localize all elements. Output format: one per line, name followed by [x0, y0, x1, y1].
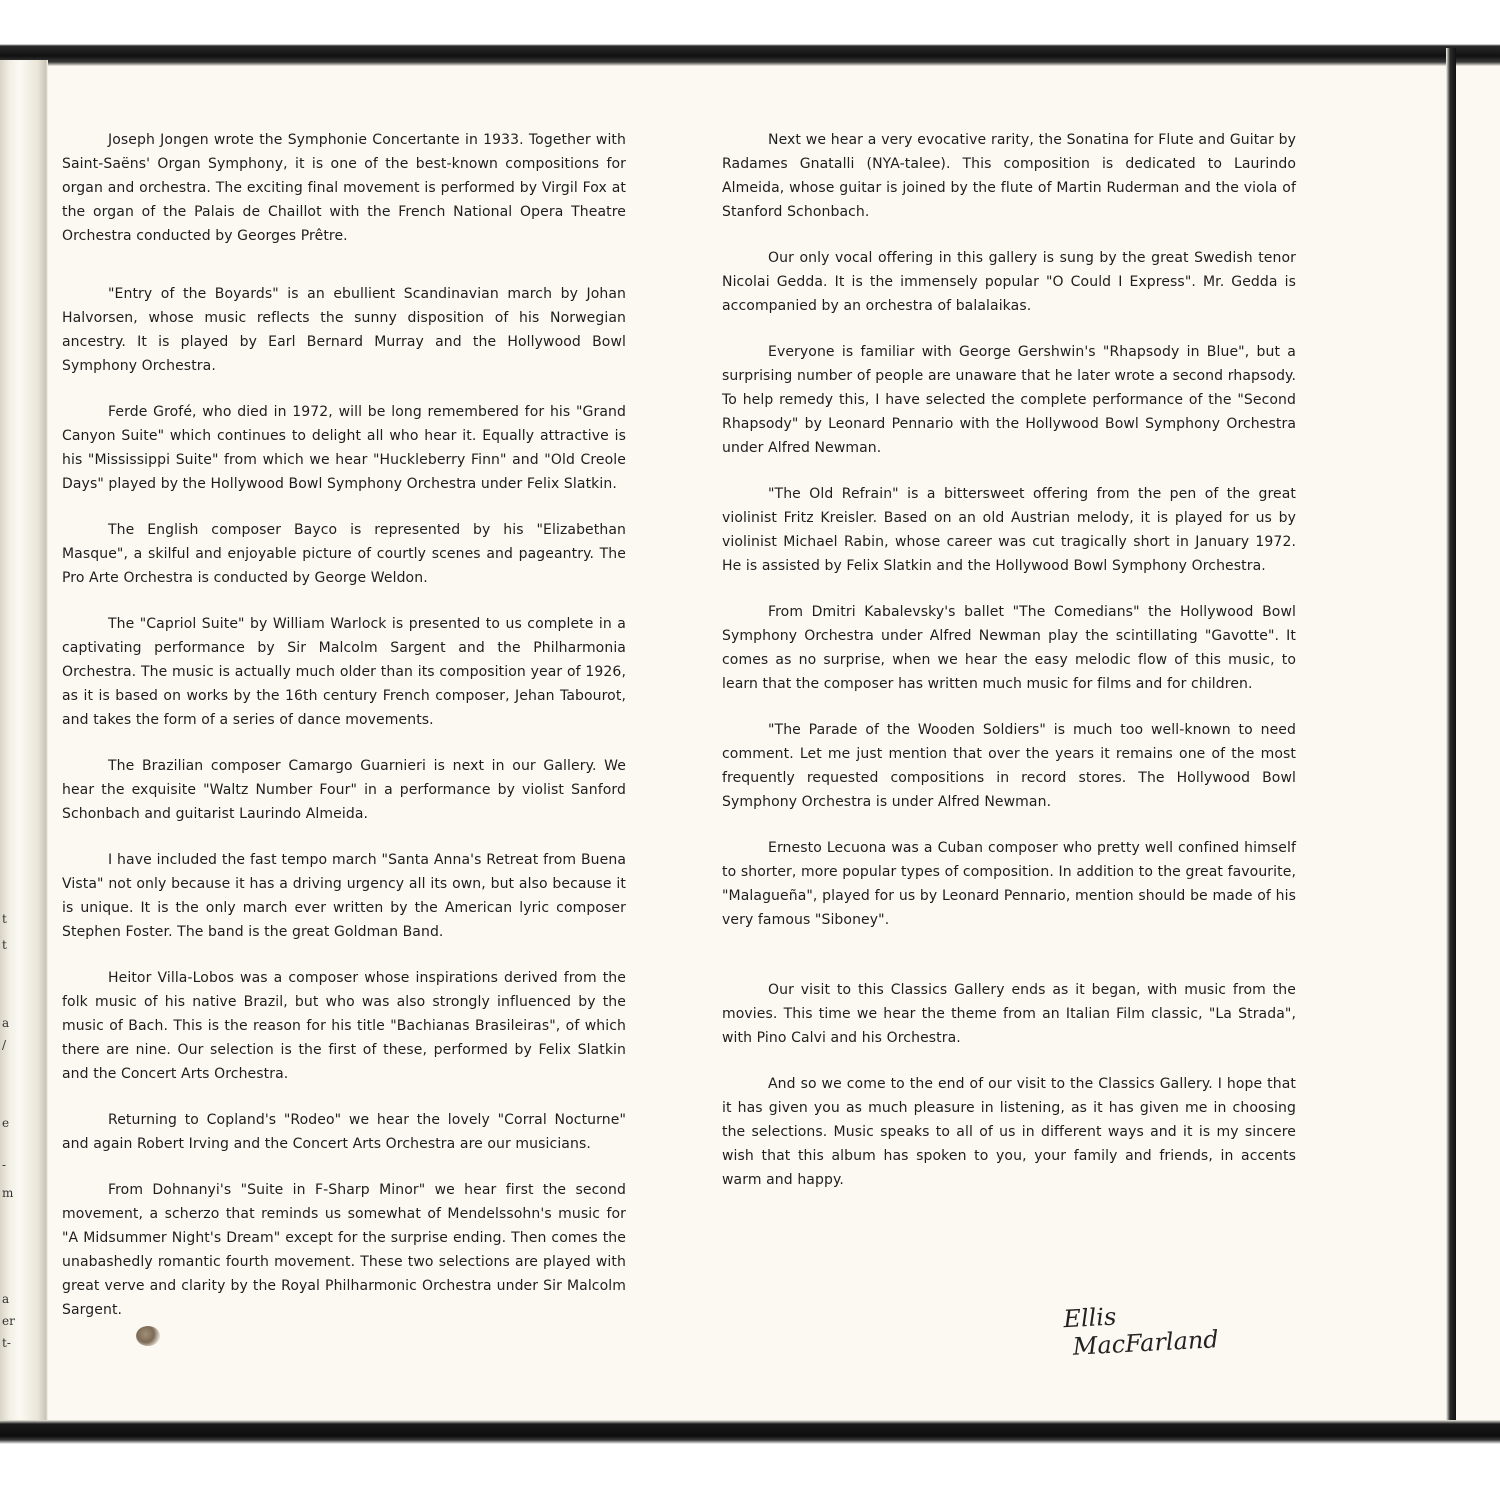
- paragraph-closing: And so we come to the end of our visit to the Classics Gallery. I hope that it has given you as much pleasure in listening, as it has given me in choosing the selections. Music speaks to all of us in different ways and it is my sincere wish that this album has spoken to you, your family and friends, in accents warm and happy.: [722, 1076, 1296, 1188]
- margin-fragment: t-: [2, 1336, 11, 1350]
- margin-fragment: -: [2, 1158, 7, 1172]
- paragraph-jongen: Joseph Jongen wrote the Symphonie Concertante in 1933. Together with Saint-Saëns' Organ Symphony, it is one of the best-known compositions for organ and orchestra. The exciting final movement is performed by Virgil Fox at the organ of the Palais de Chaillot with the French National Opera Theatre Orchestra conducted by Georges Prêtre.: [62, 132, 626, 244]
- bottom-border-edge: [0, 1420, 1500, 1500]
- paragraph-kreisler: "The Old Refrain" is a bittersweet offering from the pen of the great violinist Fritz Kreisler. Based on an old Austrian melody, it is played for us by violinist Michael Rabin, whose career was cut tragically short in January 1972. He is assisted by Felix Slatkin and the Hollywood Bowl Symphony Orchestra.: [722, 486, 1296, 574]
- margin-fragment: a: [2, 1016, 10, 1030]
- signature-first-name: Ellis: [1062, 1302, 1117, 1334]
- margin-fragment: m: [2, 1186, 14, 1200]
- right-border-edge: [1446, 48, 1456, 1428]
- paragraph-halvorsen: "Entry of the Boyards" is an ebullient Scandinavian march by Johan Halvorsen, whose music reflects the sunny disposition of his Norwegian ancestry. It is played by Earl Bernard Murray and the Hollywood Bowl Symphony Orchestra.: [62, 286, 626, 374]
- paragraph-gnatalli: Next we hear a very evocative rarity, the Sonatina for Flute and Guitar by Radames Gnatalli (NYA-talee). This composition is dedicated to Laurindo Almeida, whose guitar is joined by the flute of Martin Ruderman and the viola of Stanford Schonbach.: [722, 132, 1296, 220]
- paragraph-la-strada: Our visit to this Classics Gallery ends as it began, with music from the movies. This time we hear the theme from an Italian Film classic, "La Strada", with Pino Calvi and his Orchestra.: [722, 982, 1296, 1046]
- paragraph-gershwin: Everyone is familiar with George Gershwin's "Rhapsody in Blue", but a surprising number of people are unaware that he later wrote a second rhapsody. To help remedy this, I have selected the complete performance of the "Second Rhapsody" by Leonard Pennario with the Hollywood Bowl Symphony Orchestra under Alfred Newman.: [722, 344, 1296, 456]
- right-text-column: [722, 128, 1296, 1214]
- paragraph-kabalevsky: From Dmitri Kabalevsky's ballet "The Comedians" the Hollywood Bowl Symphony Orchestra under Alfred Newman play the scintillating "Gavotte". It comes as no surprise, when we hear the easy melodic flow of this music, to learn that the composer has written much music for films and for children.: [722, 604, 1296, 692]
- margin-fragment: er: [2, 1314, 15, 1328]
- margin-fragment: a: [2, 1292, 10, 1306]
- paper-blemish: [136, 1326, 160, 1346]
- paragraph-warlock: The "Capriol Suite" by William Warlock is presented to us complete in a captivating performance by Sir Malcolm Sargent and the Philharmonia Orchestra. The music is actually much older than its composition year of 1926, as it is based on works by the 16th century French composer, Jehan Tabourot, and takes the form of a series of dance movements.: [62, 616, 626, 728]
- paragraph-bayco: The English composer Bayco is represented by his "Elizabethan Masque", a skilful and enjoyable picture of courtly scenes and pageantry. The Pro Arte Orchestra is conducted by George Weldon.: [62, 522, 626, 586]
- paragraph-gedda: Our only vocal offering in this gallery is sung by the great Swedish tenor Nicolai Gedda. It is the immensely popular "O Could I Express". Mr. Gedda is accompanied by an orchestra of balalaikas.: [722, 250, 1296, 314]
- paragraph-wooden-soldiers: "The Parade of the Wooden Soldiers" is much too well-known to need comment. Let me just mention that over the years it remains one of the most frequently requested compositions in record stores. The Hollywood Bowl Symphony Orchestra is under Alfred Newman.: [722, 722, 1296, 810]
- top-border-edge: [0, 0, 1500, 66]
- paragraph-guarnieri: The Brazilian composer Camargo Guarnieri is next in our Gallery. We hear the exquisite "Waltz Number Four" in a performance by violist Sanford Schonbach and guitarist Laurindo Almeida.: [62, 758, 626, 822]
- paragraph-villa-lobos: Heitor Villa-Lobos was a composer whose inspirations derived from the folk music of his native Brazil, but who was also strongly influenced by the music of Bach. This is the reason for his title "Bachianas Brasileiras", of which there are nine. Our selection is the first of these, performed by Felix Slatkin and the Concert Arts Orchestra.: [62, 970, 626, 1082]
- handwritten-signature: [1063, 1295, 1266, 1361]
- paragraph-dohnanyi: From Dohnanyi's "Suite in F-Sharp Minor" we hear first the second movement, a scherzo that reminds us somewhat of Mendelssohn's music for "A Midsummer Night's Dream" except for the surprise ending. Then comes the unabashedly romantic fourth movement. These two selections are played with great verve and clarity by the Royal Philharmonic Orchestra under Sir Malcolm Sargent.: [62, 1182, 626, 1318]
- paragraph-grofe: Ferde Grofé, who died in 1972, will be long remembered for his "Grand Canyon Suite" which continues to delight all who hear it. Equally attractive is his "Mississippi Suite" from which we hear "Huckleberry Finn" and "Old Creole Days" played by the Hollywood Bowl Symphony Orchestra under Felix Slatkin.: [62, 404, 626, 492]
- book-spine-gutter: [0, 60, 48, 1426]
- margin-fragment: t: [2, 938, 7, 952]
- margin-fragment: t: [2, 912, 7, 926]
- paragraph-foster: I have included the fast tempo march "Santa Anna's Retreat from Buena Vista" not only because it has a driving urgency all its own, but also because it is unique. It is the only march ever written by the American lyric composer Stephen Foster. The band is the great Goldman Band.: [62, 852, 626, 940]
- paragraph-copland: Returning to Copland's "Rodeo" we hear the lovely "Corral Nocturne" and again Robert Irving and the Concert Arts Orchestra are our musicians.: [62, 1112, 626, 1152]
- left-text-column: [62, 128, 626, 1344]
- margin-fragment: /: [2, 1038, 7, 1052]
- margin-fragment: e: [2, 1116, 10, 1130]
- paragraph-lecuona: Ernesto Lecuona was a Cuban composer who pretty well confined himself to shorter, more popular types of composition. In addition to the great favourite, "Malagueña", played for us by Leonard Pennario, mention should be made of his very famous "Siboney".: [722, 840, 1296, 928]
- signature-last-name: MacFarland: [1072, 1325, 1220, 1361]
